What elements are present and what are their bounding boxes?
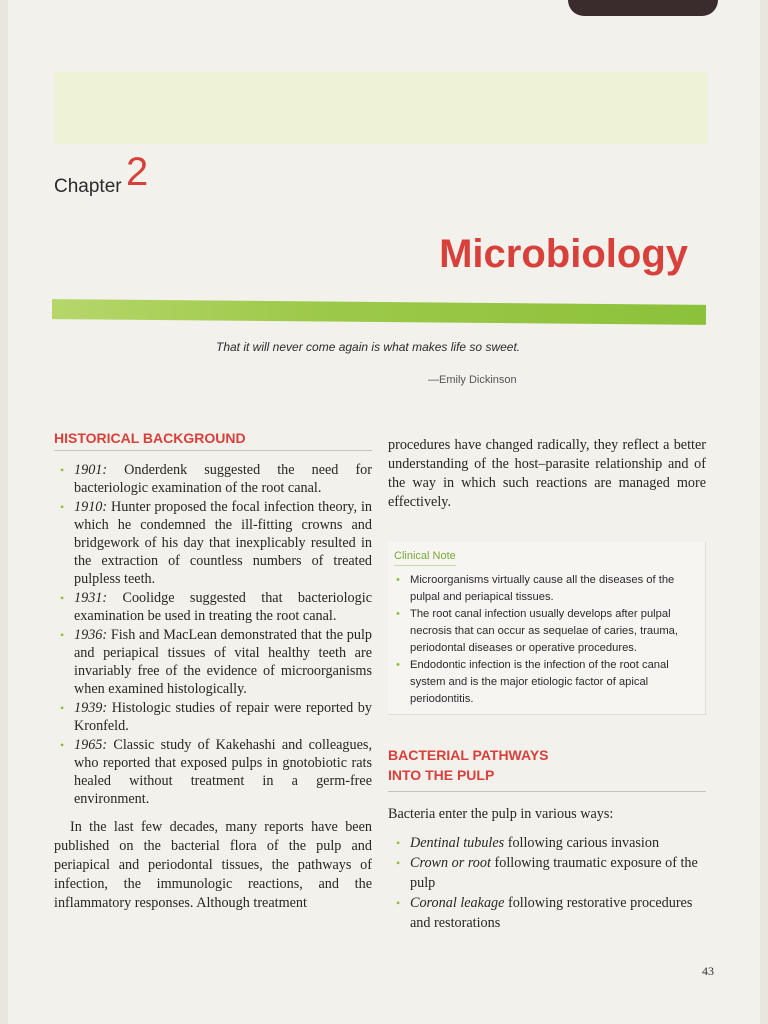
item-term: Crown or root xyxy=(410,855,491,871)
year-label: 1931: xyxy=(74,590,108,606)
year-label: 1901: xyxy=(74,462,108,478)
left-column xyxy=(54,430,372,913)
list-item xyxy=(54,589,372,625)
year-label: 1936: xyxy=(74,627,108,643)
body-paragraph-continued: procedures have changed radically, they reflect a better understanding of the host–parasite relationship and of the way in which such reactions are managed more effectively. xyxy=(388,437,706,510)
bullet-icon: • xyxy=(396,574,400,586)
item-text: Endodontic infection is the infection of the root canal system and is the major etiologic factor of apical periodontitis. xyxy=(410,659,669,705)
page-shadow xyxy=(568,0,718,16)
item-term: Dentinal tubules xyxy=(410,835,505,851)
heading-line: INTO THE PULP xyxy=(388,767,495,783)
list-item xyxy=(394,572,699,606)
header-band xyxy=(54,72,708,144)
clinical-note-box xyxy=(388,542,706,715)
bullet-icon: • xyxy=(396,896,401,910)
body-paragraph: In the last few decades, many reports have been published on the bacterial flora of the pulp and periapical and periodontal tissues, the pathways of infection, the immunologic reactions, and the inflammatory responses. Although treatment xyxy=(54,819,372,911)
item-term: Coronal leakage xyxy=(410,895,505,911)
bullet-icon: • xyxy=(60,738,65,752)
year-label: 1939: xyxy=(74,700,108,716)
section-heading-pathways xyxy=(388,745,706,792)
list-item xyxy=(54,626,372,698)
item-text: The root canal infection usually develops after pulpal necrosis that can occur as sequelae of caries, trauma, periodontal diseases or operative procedures. xyxy=(410,608,679,654)
pathways-intro: Bacteria enter the pulp in various ways: xyxy=(388,806,614,822)
section-heading-historical: HISTORICAL BACKGROUND xyxy=(54,430,372,451)
clinical-note-title: Clinical Note xyxy=(394,550,456,566)
heading-line: BACTERIAL PATHWAYS xyxy=(388,747,549,763)
bullet-icon: • xyxy=(60,628,65,642)
list-item xyxy=(394,657,699,708)
item-text: Fish and MacLean demonstrated that the pulp and periapical tissues of vital healthy teeth are invariably free of the evidence of microorganisms when examined histologically. xyxy=(74,627,372,697)
chapter-number: 2 xyxy=(126,150,149,194)
item-text: following carious invasion xyxy=(504,835,660,851)
chapter-title: Microbiology xyxy=(439,232,688,276)
item-text: Hunter proposed the focal infection theory, in which he condemned the ill-fitting crowns and bridgework of his day that inexplicably resulted in the extraction of countless numbers of treated pulpless teeth. xyxy=(74,499,372,587)
item-text: Coolidge suggested that bacteriologic examination be used in treating the root canal. xyxy=(74,590,372,624)
list-item xyxy=(388,893,706,933)
clinical-note-list xyxy=(394,572,699,708)
item-text: Classic study of Kakehashi and colleagues, who reported that exposed pulps in gnotobiotic rats healed without treatment in a germ-free environment. xyxy=(74,737,372,807)
item-text: Histologic studies of repair were reported by Kronfeld. xyxy=(74,700,372,734)
list-item xyxy=(388,833,706,853)
bullet-icon: • xyxy=(396,836,401,850)
bullet-icon: • xyxy=(396,608,400,620)
list-item xyxy=(54,699,372,735)
bullet-icon: • xyxy=(396,856,401,870)
book-page xyxy=(8,0,760,1024)
bullet-icon: • xyxy=(60,701,65,715)
epigraph-author: —Emily Dickinson xyxy=(428,374,517,386)
bullet-icon: • xyxy=(60,500,65,514)
item-text: following traumatic exposure of the pulp xyxy=(410,855,698,891)
pathways-list xyxy=(388,833,706,933)
list-item xyxy=(388,853,706,893)
list-item xyxy=(54,498,372,588)
bullet-icon: • xyxy=(396,659,400,671)
bullet-icon: • xyxy=(60,463,65,477)
list-item xyxy=(54,461,372,497)
epigraph-quote: That it will never come again is what makes life so sweet. xyxy=(216,340,521,354)
item-text: Onderdenk suggested the need for bacteriologic examination of the root canal. xyxy=(74,462,372,496)
year-label: 1910: xyxy=(74,499,108,515)
list-item xyxy=(394,606,699,657)
right-column xyxy=(388,436,706,933)
list-item xyxy=(54,736,372,808)
item-text: following restorative procedures and restorations xyxy=(410,895,693,931)
year-label: 1965: xyxy=(74,737,108,753)
chapter-label: Chapter xyxy=(54,176,122,197)
historical-list xyxy=(54,461,372,808)
bullet-icon: • xyxy=(60,591,65,605)
title-divider-bar xyxy=(52,299,706,325)
page-number: 43 xyxy=(702,964,714,978)
item-text: Microorganisms virtually cause all the diseases of the pulpal and periapical tissues. xyxy=(410,574,675,603)
